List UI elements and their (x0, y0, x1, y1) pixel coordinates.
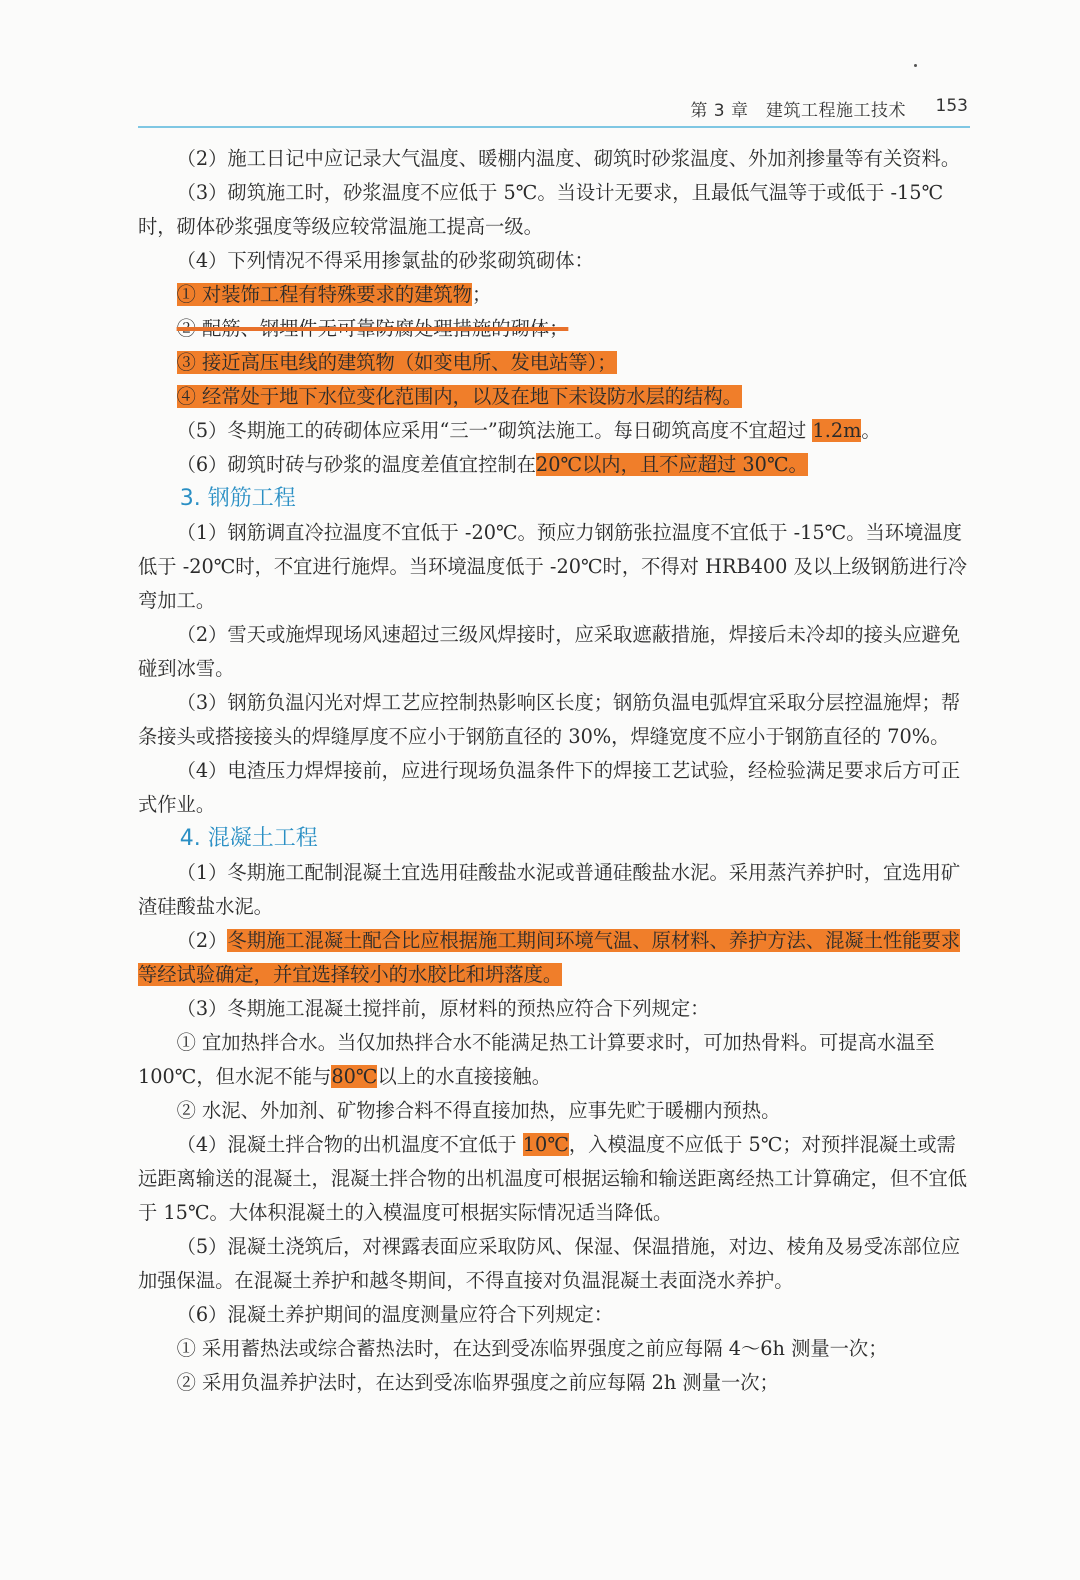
concrete-item-6-2: ② 采用负温养护法时，在达到受冻临界强度之前应每隔 2h 测量一次； (176, 1371, 779, 1394)
concrete-item-3-1: ① 宜加热拌合水。当仅加热拌合水不能满足热工计算要求时，可加热骨料。可提高水温至 100℃，但水泥不能与80℃以上的水直接接触。 (138, 1031, 935, 1088)
chapter-title: 第 3 章 建筑工程施工技术 (690, 101, 906, 121)
concrete-item-6-1: ① 采用蓄热法或综合蓄热法时，在达到受冻临界强度之前应每隔 4～6h 测量一次； (176, 1337, 888, 1360)
highlight: ④ 经常处于地下水位变化范围内，以及在地下未设防水层的结构。 (176, 385, 742, 408)
masonry-item-4 (138, 380, 970, 414)
masonry-item-2 (138, 312, 970, 346)
concrete-paragraph-3: （3）冬期施工混凝土搅拌前，原材料的预热应符合下列规定： (176, 997, 710, 1020)
masonry-paragraph-2: （2）施工日记中应记录大气温度、暖棚内温度、砌筑时砂浆温度、外加剂掺量等有关资料。 (176, 147, 961, 170)
rebar-paragraph-4: （4）电渣压力焊焊接前，应进行现场负温条件下的焊接工艺试验，经检验满足要求后方可正式作业。 (138, 759, 961, 816)
highlight: 冬期施工混凝土配合比应根据施工期间环境气温、原材料、养护方法、混凝土性能要求等经试验确定，并宜选择较小的水胶比和坍落度。 (138, 929, 961, 986)
masonry-paragraph-3: （3）砌筑施工时，砂浆温度不应低于 5℃。当设计无要求，且最低气温等于或低于 -15℃时，砌体砂浆强度等级应较常温施工提高一级。 (138, 181, 944, 238)
masonry-paragraph-4: （4）下列情况不得采用掺氯盐的砂浆砌筑砌体： (176, 249, 594, 272)
concrete-paragraph-4: （4）混凝土拌合物的出机温度不宜低于 10℃，入模温度不应低于 5℃；对预拌混凝土或需远距离输送的混凝土，混凝土拌合物的出机温度可根据运输和输送距离经热工计算确定，但不宜低于 15℃。大体积混凝土的入模温度可根据实际情况适当降低。 (138, 1133, 968, 1224)
masonry-paragraph-6: （6）砌筑时砖与砂浆的温度差值宜控制在20℃以内，且不应超过 30℃。 (176, 453, 808, 476)
highlight: ③ 接近高压电线的建筑物（如变电所、发电站等）； (176, 351, 617, 374)
highlight: 80℃ (331, 1065, 378, 1088)
rebar-paragraph-2: （2）雪天或施焊现场风速超过三级风焊接时，应采取遮蔽措施，焊接后未冷却的接头应避免碰到冰雪。 (138, 623, 961, 680)
scan-speck (914, 64, 917, 67)
page-body (138, 142, 970, 1400)
rebar-paragraph-1: （1）钢筋调直冷拉温度不宜低于 -20℃。预应力钢筋张拉温度不宜低于 -15℃。当环境温度低于 -20℃时，不宜进行施焊。当环境温度低于 -20℃时，不得对 HRB400 及以上级钢筋进行冷弯加工。 (138, 521, 968, 612)
section-title-concrete: 4. 混凝土工程 (179, 826, 318, 851)
rebar-paragraph-3: （3）钢筋负温闪光对焊工艺应控制热影响区长度；钢筋负温电弧焊宜采取分层控温施焊；帮条接头或搭接接头的焊缝厚度不应小于钢筋直径的 30%，焊缝宽度不应小于钢筋直径的 70%。 (138, 691, 961, 748)
highlight: ① 对装饰工程有特殊要求的建筑物 (176, 283, 472, 306)
concrete-paragraph-5: （5）混凝土浇筑后，对裸露表面应采取防风、保湿、保温措施，对边、棱角及易受冻部位应加强保温。在混凝土养护和越冬期间，不得直接对负温混凝土表面浇水养护。 (138, 1235, 961, 1292)
highlight: 1.2m (812, 419, 862, 442)
masonry-item-1: ① 对装饰工程有特殊要求的建筑物； (176, 283, 492, 306)
concrete-paragraph-2: （2）冬期施工混凝土配合比应根据施工期间环境气温、原材料、养护方法、混凝土性能要求等经试验确定，并宜选择较小的水胶比和坍落度。 (138, 929, 961, 986)
concrete-paragraph-1: （1）冬期施工配制混凝土宜选用硅酸盐水泥或普通硅酸盐水泥。采用蒸汽养护时，宜选用矿渣硅酸盐水泥。 (138, 861, 961, 918)
concrete-paragraph-6: （6）混凝土养护期间的温度测量应符合下列规定： (176, 1303, 614, 1326)
masonry-item-3 (138, 346, 970, 380)
concrete-item-3-2: ② 水泥、外加剂、矿物掺合料不得直接加热，应事先贮于暖棚内预热。 (176, 1099, 781, 1122)
page-header (138, 96, 970, 128)
page-number: 153 (935, 96, 968, 116)
strikethrough: ② 配筋、钢埋件无可靠防腐处理措施的砌体； (176, 317, 569, 340)
highlight: 10℃ (522, 1133, 569, 1156)
section-title-rebar: 3. 钢筋工程 (179, 486, 296, 511)
highlight: 20℃以内，且不应超过 30℃。 (535, 453, 808, 476)
masonry-paragraph-5: （5）冬期施工的砖砌体应采用“三一”砌筑法施工。每日砌筑高度不宜超过 1.2m。 (176, 419, 881, 442)
